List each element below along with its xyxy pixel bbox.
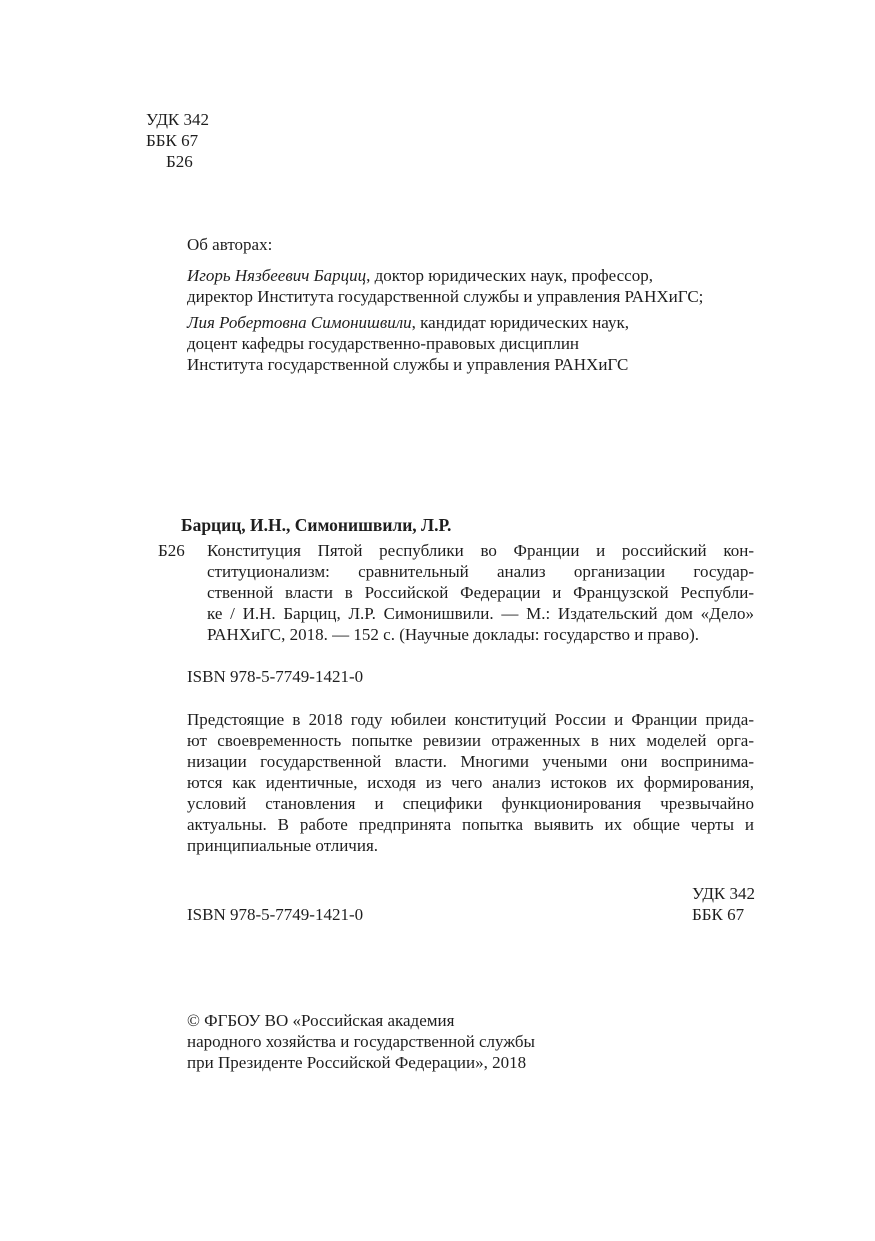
abstract-line: условий становления и специфики функционирования чрезвычайно xyxy=(187,794,754,813)
author-institute: Института государственной службы и управления РАНХиГС xyxy=(187,355,629,374)
abstract-line: актуальны. В работе предпринята попытка выявить их общие черты и xyxy=(187,815,754,834)
abstract-line: Предстоящие в 2018 году юбилеи конституций России и Франции прида- xyxy=(187,710,754,729)
author-mark: Б26 xyxy=(166,152,193,171)
copyright-line: © ФГБОУ ВО «Российская академия xyxy=(187,1011,455,1030)
author-name: Лия Робертовна Симонишвили xyxy=(187,313,412,332)
author-name: Игорь Нязбеевич Барциц xyxy=(187,266,367,285)
citation-code: Б26 xyxy=(158,541,185,560)
citation-author-line: Барциц, И.Н., Симонишвили, Л.Р. xyxy=(181,515,452,535)
udk-code: УДК 342 xyxy=(692,884,756,903)
copyright-notice xyxy=(187,1010,535,1073)
author-entry xyxy=(187,312,767,375)
abstract-line: ются как идентичные, исходя из чего анализ истоков их формирования, xyxy=(187,773,754,792)
copyright-line: народного хозяйства и государственной службы xyxy=(187,1032,535,1051)
citation-line: РАНХиГС, 2018. — 152 с. (Научные доклады: государство и право). xyxy=(207,625,700,644)
bibliographic-record xyxy=(207,540,754,645)
about-authors xyxy=(187,234,767,380)
author-credentials: , кандидат юридических наук, xyxy=(411,313,630,332)
bbk-code: ББК 67 xyxy=(146,131,199,150)
author-credentials: , доктор юридических наук, профессор, xyxy=(366,266,653,285)
classification-codes-bottom xyxy=(692,883,755,925)
citation-line: ституционализм: сравнительный анализ организации государ- xyxy=(207,562,754,581)
citation-line: Конституция Пятой республики во Франции и российский кон- xyxy=(207,541,754,560)
abstract-line: принципиальные отличия. xyxy=(187,836,379,855)
abstract-line: ют своевременность попытке ревизии отраженных в них моделей орга- xyxy=(187,731,754,750)
udk-code: УДК 342 xyxy=(146,110,210,129)
citation-line: ственной власти в Российской Федерации и Французской Республи- xyxy=(207,583,754,602)
author-entry xyxy=(187,265,767,307)
author-position: директор Института государственной службы и управления РАНХиГС; xyxy=(187,287,704,306)
classification-codes-top xyxy=(146,109,209,172)
bbk-code: ББК 67 xyxy=(692,905,745,924)
abstract-line: низации государственной власти. Многими учеными они воспринима- xyxy=(187,752,754,771)
author-position: доцент кафедры государственно-правовых дисциплин xyxy=(187,334,580,353)
abstract xyxy=(187,709,754,856)
isbn-bottom: ISBN 978-5-7749-1421-0 xyxy=(187,905,364,924)
isbn-top: ISBN 978-5-7749-1421-0 xyxy=(187,667,364,686)
citation-line: ке / И.Н. Барциц, Л.Р. Симонишвили. — М.: Издательский дом «Дело» xyxy=(207,604,754,623)
about-authors-heading: Об авторах: xyxy=(187,235,273,254)
copyright-line: при Президенте Российской Федерации», 2018 xyxy=(187,1053,527,1072)
